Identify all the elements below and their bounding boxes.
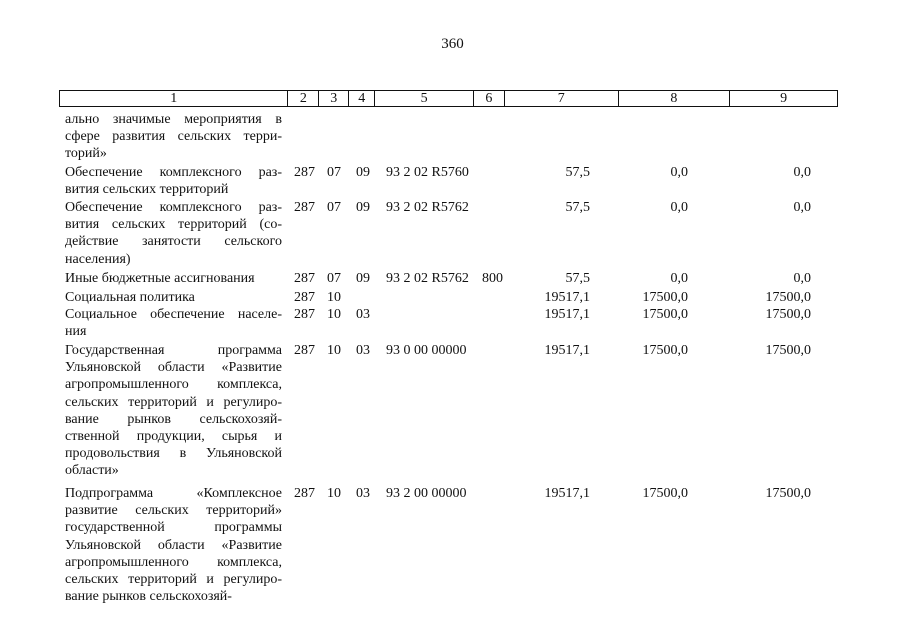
cell-c9: 17500,0 <box>765 290 811 305</box>
row-name-line: действие занятости сельского <box>65 234 282 250</box>
row-name <box>65 306 282 340</box>
cell-c8: 17500,0 <box>642 290 688 305</box>
header-col-3: 3 <box>319 91 349 106</box>
row-name-line: сельских территорий и регулиро- <box>65 572 282 588</box>
cell-c2: 287 <box>294 290 315 305</box>
cell-c7: 57,5 <box>565 165 590 180</box>
cell-c8: 0,0 <box>670 200 688 215</box>
page-number: 360 <box>441 36 464 52</box>
cell-c5: 93 2 02 R5760 <box>386 165 469 180</box>
row-name <box>65 270 282 287</box>
cell-c8: 17500,0 <box>642 307 688 322</box>
row-name <box>65 289 282 306</box>
header-col-4: 4 <box>349 91 375 106</box>
row-name-line: развитие сельских территорий» <box>65 503 282 519</box>
row-name-line: торий» <box>65 146 107 162</box>
row-name <box>65 111 282 163</box>
cell-c3: 10 <box>327 307 341 322</box>
cell-c6: 800 <box>482 271 503 286</box>
header-col-8: 8 <box>619 91 731 106</box>
cell-c9: 17500,0 <box>765 307 811 322</box>
cell-c8: 17500,0 <box>642 343 688 358</box>
row-name-line: ственной продукции, сырья и <box>65 429 282 445</box>
row-name-line: Обеспечение комплексного раз- <box>65 165 282 180</box>
cell-c5: 93 2 02 R5762 <box>386 200 469 215</box>
cell-c2: 287 <box>294 271 315 286</box>
cell-c4: 09 <box>356 165 370 180</box>
cell-c2: 287 <box>294 165 315 180</box>
row-name <box>65 342 282 480</box>
row-name-line: агропромышленного комплекса, <box>65 377 282 393</box>
cell-c7: 57,5 <box>565 271 590 286</box>
row-name-line: вития сельских территорий (со- <box>65 217 282 233</box>
header-col-6: 6 <box>474 91 505 106</box>
row-name <box>65 199 282 268</box>
cell-c8: 17500,0 <box>642 486 688 501</box>
row-name-line: населения) <box>65 251 131 267</box>
cell-c3: 07 <box>327 200 341 215</box>
row-name-line: Иные бюджетные ассигнования <box>65 271 255 286</box>
row-name-line: сельских территорий и регулиро- <box>65 394 282 410</box>
cell-c4: 03 <box>356 486 370 501</box>
cell-c8: 0,0 <box>670 271 688 286</box>
row-name <box>65 164 282 198</box>
cell-c5: 93 2 00 00000 <box>386 486 467 501</box>
row-name-line: продовольствия в Ульяновской <box>65 446 282 462</box>
cell-c2: 287 <box>294 486 315 501</box>
row-name-line: ально значимые мероприятия в <box>65 112 282 127</box>
cell-c9: 0,0 <box>793 271 811 286</box>
row-name-line: Обеспечение комплексного раз- <box>65 200 282 215</box>
cell-c4: 03 <box>356 307 370 322</box>
cell-c9: 0,0 <box>793 165 811 180</box>
row-name-line: вития сельских территорий <box>65 182 229 198</box>
row-name-line: Государственная программа <box>65 343 282 358</box>
cell-c7: 19517,1 <box>544 307 590 322</box>
cell-c9: 17500,0 <box>765 486 811 501</box>
cell-c7: 19517,1 <box>544 290 590 305</box>
cell-c3: 10 <box>327 343 341 358</box>
row-name-line: вание рынков сельскохозяй- <box>65 589 232 605</box>
cell-c9: 17500,0 <box>765 343 811 358</box>
cell-c4: 09 <box>356 271 370 286</box>
header-col-1: 1 <box>60 91 288 106</box>
header-col-2: 2 <box>288 91 319 106</box>
cell-c4: 03 <box>356 343 370 358</box>
cell-c3: 10 <box>327 290 341 305</box>
cell-c7: 19517,1 <box>544 343 590 358</box>
cell-c7: 19517,1 <box>544 486 590 501</box>
row-name-line: Ульяновской области «Развитие <box>65 360 282 376</box>
table-header <box>59 90 838 107</box>
row-name-line: Социальная политика <box>65 290 195 305</box>
cell-c3: 07 <box>327 271 341 286</box>
cell-c3: 10 <box>327 486 341 501</box>
row-name-line: сфере развития сельских терри- <box>65 129 282 145</box>
header-col-9: 9 <box>780 91 788 106</box>
cell-c5: 93 0 00 00000 <box>386 343 467 358</box>
cell-c8: 0,0 <box>670 165 688 180</box>
row-name-line: ния <box>65 324 87 340</box>
row-name-line: области» <box>65 463 119 479</box>
cell-c9: 0,0 <box>793 200 811 215</box>
cell-c2: 287 <box>294 307 315 322</box>
header-col-7: 7 <box>505 91 619 106</box>
cell-c4: 09 <box>356 200 370 215</box>
cell-c5: 93 2 02 R5762 <box>386 271 469 286</box>
row-name-line: агропромышленного комплекса, <box>65 554 282 570</box>
cell-c2: 287 <box>294 343 315 358</box>
row-name-line: Подпрограмма «Комплексное <box>65 486 282 501</box>
header-col-5: 5 <box>375 91 474 106</box>
row-name-line: Ульяновской области «Развитие <box>65 537 282 553</box>
row-name-line: Социальное обеспечение населе- <box>65 307 282 322</box>
cell-c3: 07 <box>327 165 341 180</box>
row-name <box>65 485 282 605</box>
row-name-line: вание рынков сельскохозяй- <box>65 411 282 427</box>
cell-c2: 287 <box>294 200 315 215</box>
cell-c7: 57,5 <box>565 200 590 215</box>
row-name-line: государственной программы <box>65 520 282 536</box>
